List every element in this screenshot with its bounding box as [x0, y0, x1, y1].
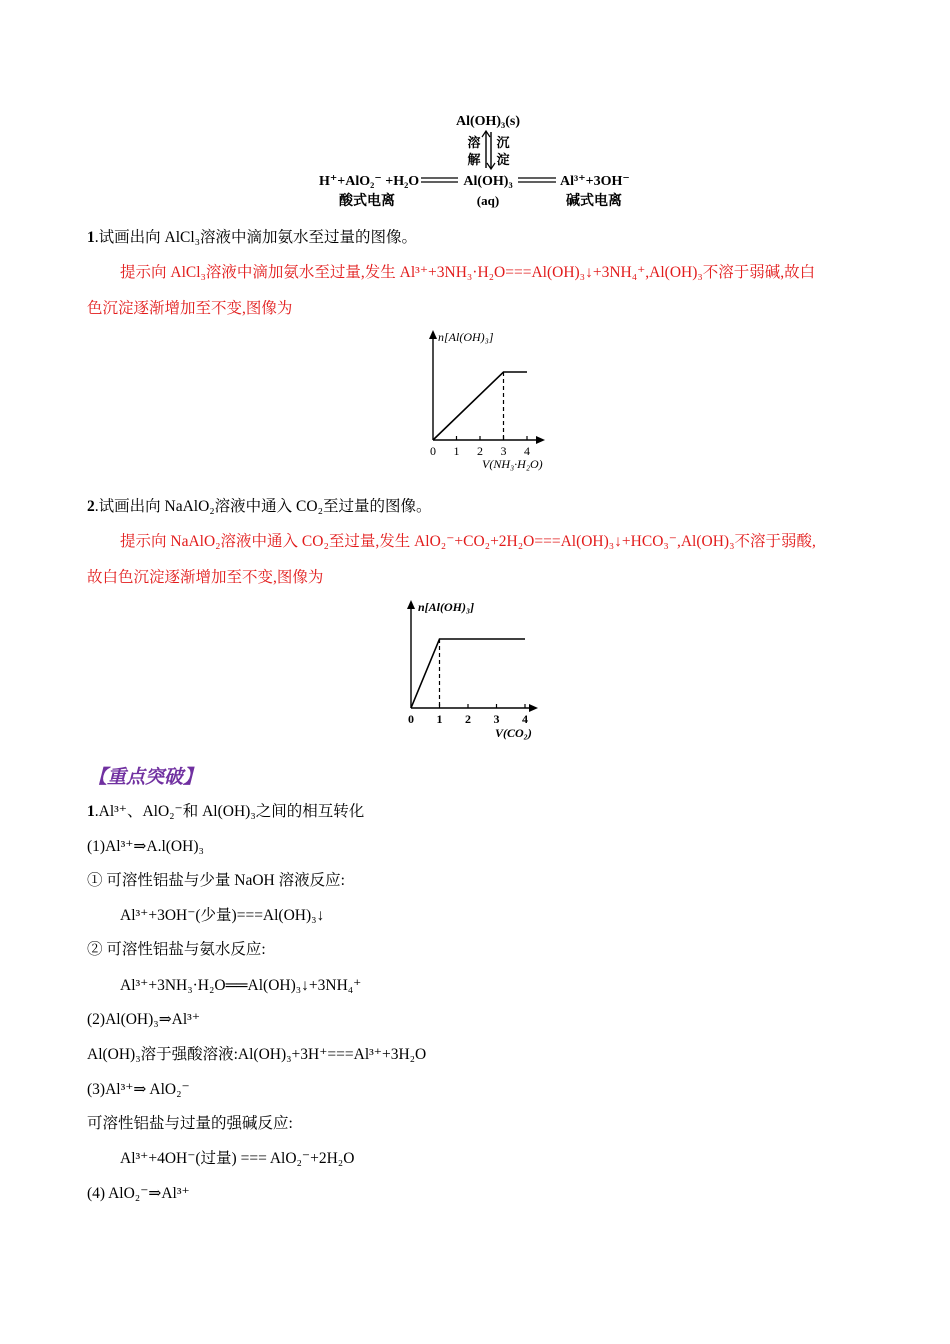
chart-1-y-arrow [429, 330, 437, 339]
conversion-3: (3)Al³⁺⇒ AlO₂⁻ [87, 1081, 190, 1098]
chart-1-tick-label: 3 [500, 444, 507, 458]
chart-1 [410, 325, 610, 475]
chart-1-series-line [433, 372, 527, 440]
chart-2-x-arrow [529, 704, 538, 712]
eq-right-label: 碱式电离 [566, 194, 622, 209]
hint-1-line1: 提示向 AlCl₃溶液中滴加氨水至过量,发生 Al³⁺+3NH₃·H₂O===Al(OH)₃↓+3NH₄⁺,Al(OH)₃不溶于弱碱,故白 [120, 264, 816, 281]
chart-1-xlabel: V(NH₃·H₂O) [482, 457, 543, 471]
conversion-1: (1)Al³⁺⇒A.l(OH)₃ [87, 838, 204, 855]
eq-middle-label: (aq) [476, 193, 500, 208]
conversion-4: (4) AlO₂⁻⇒Al³⁺ [87, 1185, 190, 1202]
chart-2-xlabel: V(CO₂) [495, 726, 532, 740]
chart-2-ticks [408, 704, 528, 726]
section-item-1-number: 1 [87, 803, 95, 820]
chart-1-tick-label: 0 [430, 444, 436, 458]
chart-2-tick-label: 1 [436, 712, 443, 726]
eq-right: Al³⁺+3OH⁻ [560, 174, 630, 189]
chart-2-tick-label: 2 [465, 712, 471, 726]
chart-2-y-arrow [407, 600, 415, 609]
eq-left: H⁺+AlO₂⁻ +H₂O [319, 174, 420, 189]
conversion-1a-equation: Al³⁺+3OH⁻(少量)===Al(OH)₃↓ [120, 907, 325, 924]
eq-precip-2: 淀 [496, 152, 510, 167]
question-1-text: .试画出向 AlCl₃溶液中滴加氨水至过量的图像。 [94, 229, 418, 246]
eq-precip-1: 沉 [496, 135, 510, 150]
conversion-1b-equation: Al³⁺+3NH₃·H₂O══Al(OH)₃↓+3NH₄⁺ [120, 977, 362, 994]
section-item-1-text: .Al³⁺、AlO₂⁻和 Al(OH)₃之间的相互转化 [94, 803, 365, 820]
conversion-2: (2)Al(OH)₃⇒Al³⁺ [87, 1011, 201, 1028]
conversion-2-equation: Al(OH)₃溶于强酸溶液:Al(OH)₃+3H⁺===Al³⁺+3H₂O [87, 1046, 427, 1063]
chart-1-x-arrow [536, 436, 545, 444]
section-item-1 [87, 802, 364, 822]
chart-2-tick-label: 3 [493, 712, 500, 726]
equilibrium-svg [0, 100, 950, 320]
conversion-1b: ② 可溶性铝盐与氨水反应: [87, 941, 266, 958]
section-heading: 【重点突破】 [88, 767, 203, 788]
chart-2-tick-label: 4 [522, 712, 528, 726]
question-2 [87, 497, 431, 517]
conversion-3a: 可溶性铝盐与过量的强碱反应: [87, 1115, 293, 1132]
conversion-3-equation: Al³⁺+4OH⁻(过量) === AlO₂⁻+2H₂O [120, 1150, 355, 1167]
chart-1-tick-label: 2 [477, 444, 483, 458]
question-2-number: 2 [87, 498, 95, 515]
chart-2-series-line [411, 639, 525, 708]
eq-left-label: 酸式电离 [339, 194, 395, 209]
hint-2-line2: 故白色沉淀逐渐增加至不变,图像为 [87, 569, 324, 586]
chart-1-tick-label: 4 [524, 444, 530, 458]
hint-2-line1: 提示向 NaAlO₂溶液中通入 CO₂至过量,发生 AlO₂⁻+CO₂+2H₂O===Al(OH)₃↓+HCO₃⁻,Al(OH)₃不溶于弱酸, [120, 533, 816, 550]
chart-1-ticks [430, 436, 530, 458]
eq-top: Al(OH)₃(s) [455, 114, 521, 129]
question-1 [87, 228, 417, 248]
chart-1-ylabel: n[Al(OH)₃] [438, 330, 494, 344]
chart-1-tick-label: 1 [453, 444, 460, 458]
conversion-1a: ① 可溶性铝盐与少量 NaOH 溶液反应: [87, 872, 345, 889]
eq-dissolve-2: 解 [467, 152, 481, 167]
question-2-text: .试画出向 NaAlO₂溶液中通入 CO₂至过量的图像。 [94, 498, 432, 515]
chart-2 [388, 595, 588, 745]
eq-dissolve-1: 溶 [467, 135, 481, 150]
hint-1-line2: 色沉淀逐渐增加至不变,图像为 [87, 300, 293, 317]
chart-2-tick-label: 0 [408, 712, 414, 726]
chart-2-ylabel: n[Al(OH)₃] [418, 600, 475, 614]
eq-middle: Al(OH)₃ [463, 174, 513, 189]
question-1-number: 1 [87, 229, 95, 246]
